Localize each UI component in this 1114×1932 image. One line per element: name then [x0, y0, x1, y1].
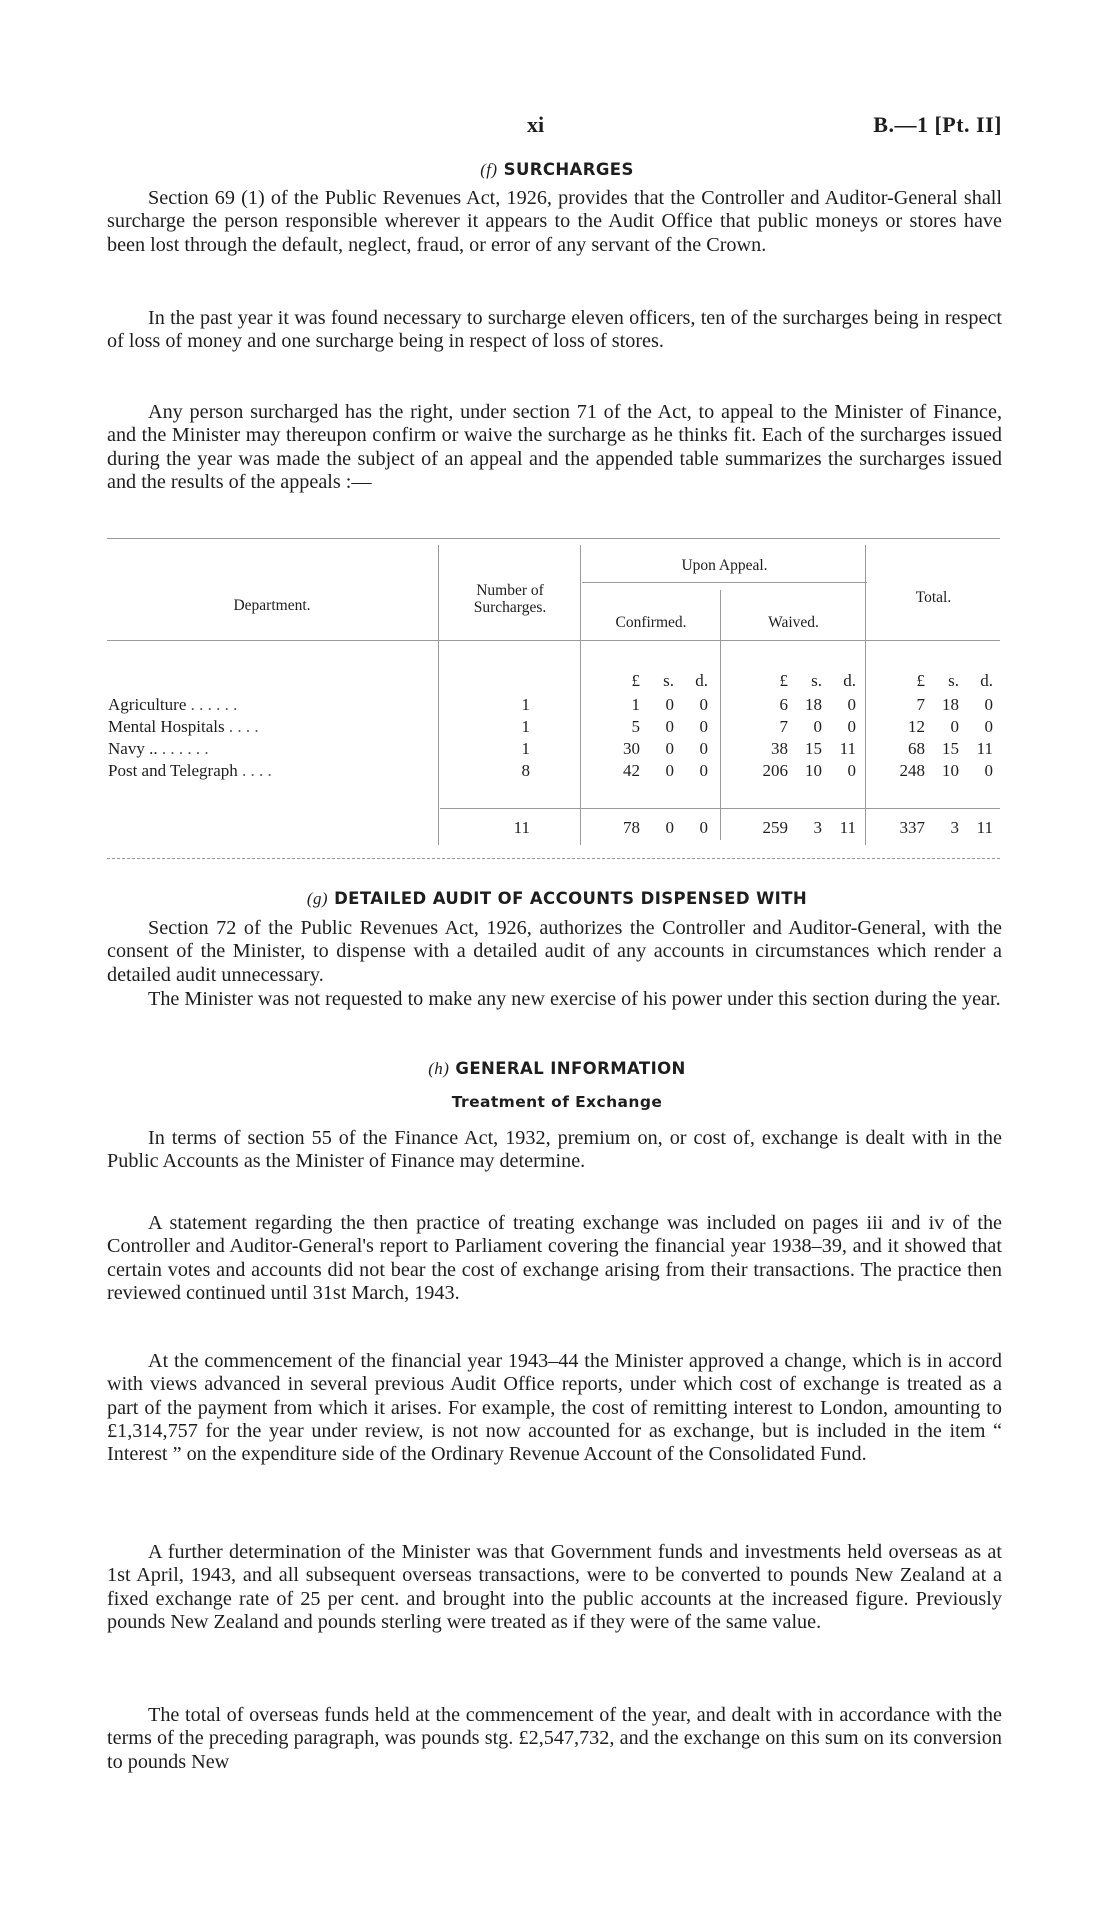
row-leader-dots: . . . . . .	[161, 739, 209, 758]
col-divider-1	[438, 545, 439, 845]
section-f-title: SURCHARGES	[503, 160, 634, 179]
section-g-marker: (g)	[306, 889, 328, 908]
header-waived: Waived.	[768, 614, 819, 631]
exchange-paragraph-2: A statement regarding the then practice of treating exchange was included on pages iii and iv of the Controller and Auditor-General's report to Parliament covering the financial year 1938–39, and it showed that certain votes and accounts did not bear the cost of exchange arising from their transactions. The practice then reviewed continued until 31st March, 1943.	[107, 1212, 1002, 1304]
row-leader-dots: . . . .	[228, 717, 259, 736]
section-f-marker: (f)	[480, 160, 498, 179]
total-confirmed: 78 0 0	[623, 818, 708, 837]
col-divider-3	[720, 590, 721, 840]
surcharges-paragraph-2: In the past year it was found necessary to surcharge eleven officers, ten of the surcharges being in respect of loss of money and one surcharge being in respect of loss of stores.	[107, 307, 1002, 353]
confirmed-units: £ s. d.	[631, 671, 708, 690]
section-f-heading	[0, 160, 1114, 180]
row-department: Post and Telegraph	[108, 761, 238, 780]
section-g-heading	[0, 889, 1114, 909]
row-confirmed: 42 0 0	[623, 761, 708, 780]
exchange-paragraph-1: In terms of section 55 of the Finance Act, 1932, premium on, or cost of, exchange is dealt with in the Public Accounts as the Minister of Finance may determine.	[107, 1127, 1002, 1173]
row-department: Mental Hospitals	[108, 717, 225, 736]
row-total: 7 18 0	[916, 695, 993, 714]
row-number: 1	[521, 739, 530, 758]
row-number: 1	[521, 695, 530, 714]
total-number: 11	[513, 818, 530, 837]
row-confirmed: 5 0 0	[631, 717, 708, 736]
surcharges-paragraph-1: Section 69 (1) of the Public Revenues Act, 1926, provides that the Controller and Auditor-General shall surcharge the person responsible wherever it appears to the Audit Office that public moneys or stores have been lost through the default, neglect, fraud, or error of any servant of the Crown.	[107, 187, 1002, 256]
section-h-marker: (h)	[428, 1059, 450, 1078]
surcharges-paragraph-3: Any person surcharged has the right, under section 71 of the Act, to appeal to the Minister of Finance, and the Minister may thereupon confirm or waive the surcharge as he thinks fit. Each of the surcharges issued during the year was made the subject of an appeal and the appended table summarizes the surcharges issued and the results of the appeals :—	[107, 401, 1002, 493]
document-reference: B.—1 [Pt. II]	[873, 112, 1002, 137]
row-department: Navy ..	[108, 739, 158, 758]
exchange-paragraph-3: At the commencement of the financial year 1943–44 the Minister approved a change, which is in accord with views advanced in several previous Audit Office reports, under which cost of exchange is treated as a part of the payment from which it arises. For example, the cost of remitting interest to London, amounting to £1,314,757 for the year under review, is not now accounted for as exchange, but is included in the item “ Interest ” on the expenditure side of the Ordinary Revenue Account of the Consolidated Fund.	[107, 1350, 1002, 1466]
col-divider-4	[865, 545, 866, 845]
total-total: 337 3 11	[899, 818, 993, 837]
table-bottom-rule	[107, 858, 1000, 859]
row-waived: 206 10 0	[762, 761, 856, 780]
section-g-title: DETAILED AUDIT OF ACCOUNTS DISPENSED WITH	[334, 889, 808, 908]
row-leader-dots: . . . . . .	[190, 695, 238, 714]
row-waived: 6 18 0	[779, 695, 856, 714]
header-department: Department.	[233, 597, 311, 614]
upon-appeal-rule	[582, 582, 867, 583]
row-total: 68 15 11	[908, 739, 993, 758]
row-confirmed: 1 0 0	[631, 695, 708, 714]
row-waived: 7 0 0	[779, 717, 856, 736]
header-upon-appeal: Upon Appeal.	[681, 557, 768, 574]
waived-units: £ s. d.	[779, 671, 856, 690]
section-h-subtitle: Treatment of Exchange	[451, 1093, 663, 1111]
table-top-rule	[107, 538, 1000, 539]
row-number: 1	[521, 717, 530, 736]
header-number-of-surcharges: Number of Surcharges.	[473, 582, 547, 616]
row-total: 248 10 0	[899, 761, 993, 780]
table-header-rule	[107, 640, 1000, 641]
section-h-heading	[0, 1059, 1114, 1079]
row-leader-dots: . . . .	[242, 761, 272, 780]
row-confirmed: 30 0 0	[623, 739, 708, 758]
col-divider-2	[580, 545, 581, 845]
total-waived: 259 3 11	[762, 818, 856, 837]
page-number: xi	[527, 112, 545, 137]
exchange-paragraph-5: The total of overseas funds held at the commencement of the year, and dealt with in accordance with the terms of the preceding paragraph, was pounds stg. £2,547,732, and the exchange on this sum on its conversion to pounds New	[107, 1704, 1002, 1773]
header-total: Total.	[915, 589, 952, 606]
audit-paragraph-1: Section 72 of the Public Revenues Act, 1926, authorizes the Controller and Auditor-General, with the consent of the Minister, to dispense with a detailed audit of any accounts in circumstances which render a detailed audit unnecessary.	[107, 917, 1002, 986]
row-waived: 38 15 11	[771, 739, 856, 758]
section-h-title: GENERAL INFORMATION	[455, 1059, 686, 1078]
total-units: £ s. d.	[916, 671, 993, 690]
header-confirmed: Confirmed.	[615, 614, 687, 631]
row-department: Agriculture	[108, 695, 187, 714]
row-total: 12 0 0	[908, 717, 993, 736]
exchange-paragraph-4: A further determination of the Minister was that Government funds and investments held overseas as at 1st April, 1943, and all subsequent overseas transactions, were to be converted to pounds New Zealand at a fixed exchange rate of 25 per cent. and brought into the public accounts at the increased figure. Previously pounds New Zealand and pounds sterling were treated as if they were of the same value.	[107, 1541, 1002, 1633]
audit-paragraph-2: The Minister was not requested to make any new exercise of his power under this section during the year.	[148, 988, 1001, 1010]
row-number: 8	[521, 761, 530, 780]
